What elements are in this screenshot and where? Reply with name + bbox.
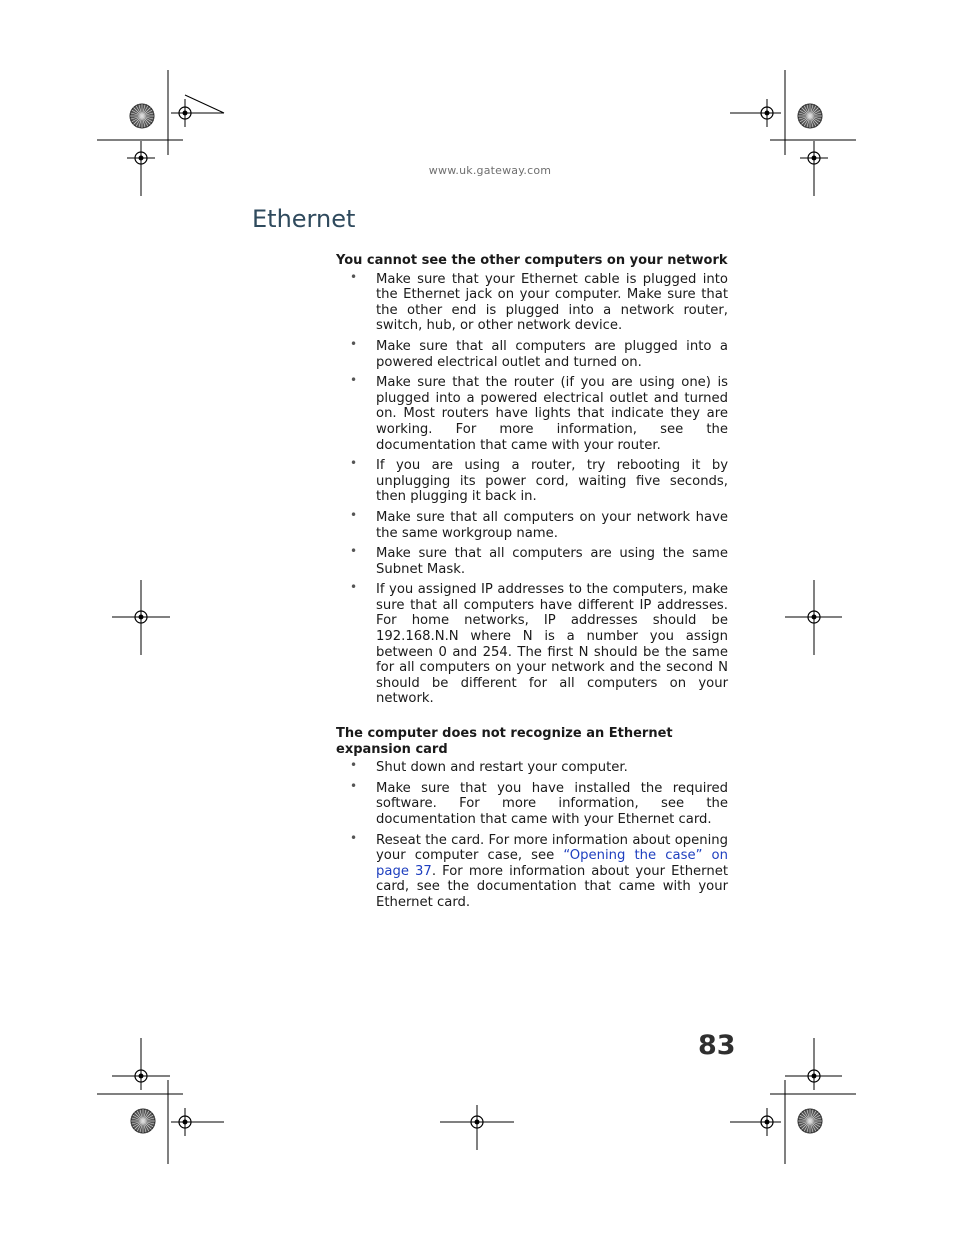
list-item: • Make sure that all computers are using the same Subnet Mask.: [350, 544, 728, 577]
registration-crosshair-icon: [127, 603, 155, 631]
bullet-icon: •: [350, 269, 358, 284]
section-heading-expansion-card: The computer does not recognize an Ethernet expansion card: [336, 726, 673, 757]
registration-crosshair-icon: [127, 1062, 155, 1090]
bullet-icon: •: [350, 544, 358, 559]
list-item: • Make sure that the router (if you are using one) is plugged into a powered electrical outlet and turned on. Most routers have lights that indicate they are working. For more information, see the documentation that came with your router.: [350, 373, 728, 453]
starburst-target-icon: [131, 1109, 155, 1133]
bullet-icon: •: [350, 830, 358, 845]
registration-crosshair-icon: [171, 99, 199, 127]
list-item: • Make sure that all computers are plugged into a powered electrical outlet and turned on.: [350, 336, 728, 370]
section-heading-network: You cannot see the other computers on your network: [336, 253, 728, 268]
opening-case-link[interactable]: “Opening the case” on page 37: [376, 848, 728, 879]
bullet-icon: •: [350, 507, 358, 522]
bullet-icon: •: [350, 336, 358, 351]
bullet-icon: •: [350, 373, 358, 388]
network-tips-list: [336, 269, 728, 707]
list-item: • Make sure that your Ethernet cable is plugged into the Ethernet jack on your computer. Make sure that the other end is plugged into a network router, switch, hub, or other network device.: [350, 269, 728, 334]
registration-crosshair-icon: [753, 1108, 781, 1136]
starburst-target-icon: [130, 104, 154, 128]
starburst-target-icon: [798, 104, 822, 128]
list-item: • Make sure that all computers on your network have the same workgroup name.: [350, 507, 728, 541]
registration-crosshair-icon: [463, 1108, 491, 1136]
registration-crosshair-icon: [800, 1062, 828, 1090]
list-item: • Shut down and restart your computer.: [350, 758, 628, 776]
list-item: • Make sure that you have installed the required software. For more information, see the documentation that came with your Ethernet card.: [350, 778, 728, 827]
page-number: 83: [698, 1030, 736, 1061]
registration-crosshair-icon: [800, 603, 828, 631]
main-content: [336, 253, 728, 916]
list-item: • Reseat the card. For more information about opening your computer case, see “Opening the case” on page 37. For more information about your Ethernet card, see the documentation that came with your Ethernet card.: [350, 830, 728, 910]
registration-crosshair-icon: [753, 99, 781, 127]
bullet-icon: •: [350, 758, 358, 773]
expansion-card-tips-list: [336, 760, 728, 910]
starburst-target-icon: [798, 1109, 822, 1133]
list-item: • If you are using a router, try rebooting it by unplugging its power cord, waiting five seconds, then plugging it back in.: [350, 456, 728, 505]
bullet-icon: •: [350, 778, 358, 793]
bullet-icon: •: [350, 580, 358, 595]
registration-crosshair-icon: [171, 1108, 199, 1136]
list-item: • If you assigned IP addresses to the computers, make sure that all computers have different IP addresses. For home networks, IP addresses should be 192.168.N.N where N is a number you assign between 0 and 254. The first N should be the same for all computers on your network and the second N should be different for all computers on your network.: [350, 580, 728, 707]
bullet-icon: •: [350, 456, 358, 471]
crop-line: [185, 95, 224, 113]
page-title: Ethernet: [252, 205, 356, 233]
header-url: www.uk.gateway.com: [428, 164, 552, 177]
